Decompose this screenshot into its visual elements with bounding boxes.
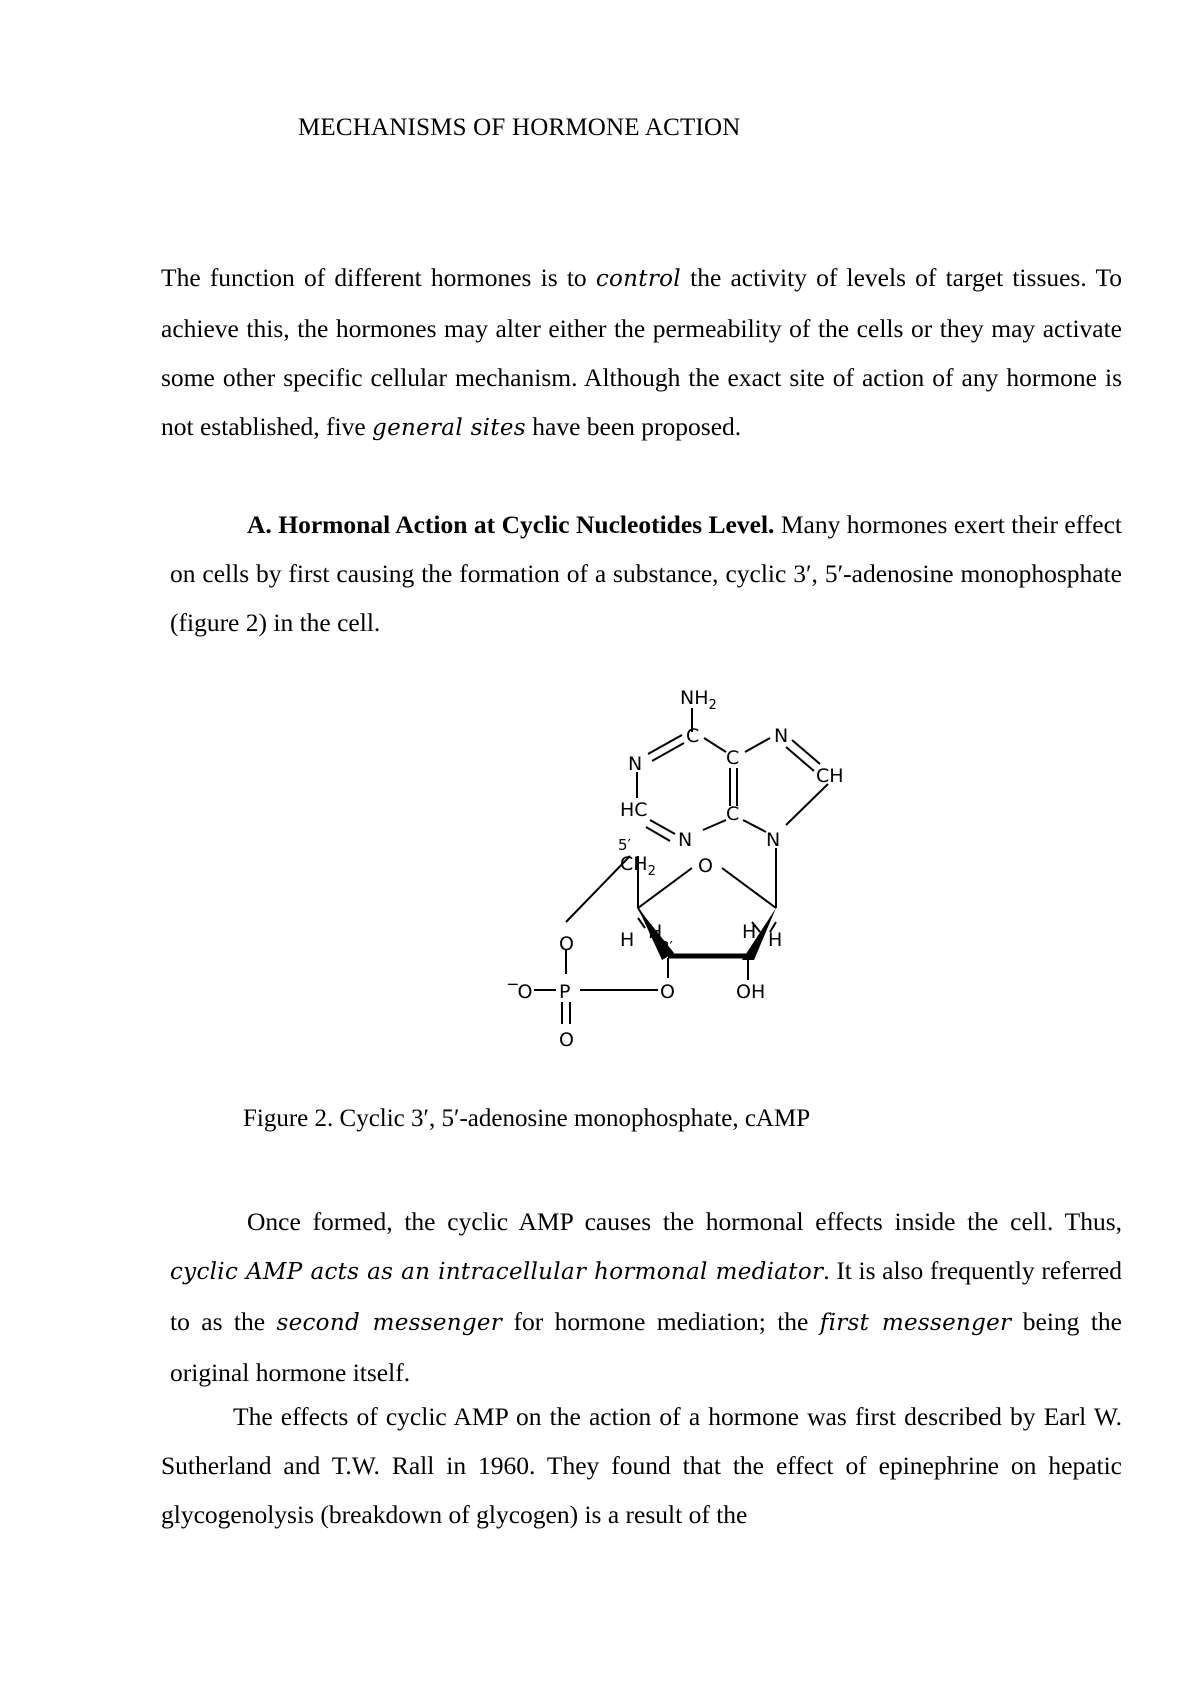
atom-label: H (620, 929, 635, 951)
atom-label: N (766, 829, 781, 851)
text-run: have been proposed. (525, 412, 742, 441)
figure-caption: Figure 2. Cyclic 3′, 5′-adenosine monophosphate, cAMP (243, 1105, 811, 1132)
page-title: MECHANISMS OF HORMONE ACTION (298, 114, 741, 141)
bond-line (745, 738, 770, 752)
bond-line (652, 743, 684, 761)
bond-line (743, 820, 766, 832)
atom-label: C (686, 725, 700, 747)
text-run: Many hormones exert their effect on cells by first causing the formation of a substance, cyclic 3′, 5′-adenosine monophosphate (figure 2) in the cell. (170, 510, 1122, 637)
emphasis-second-messenger: second messenger (276, 1310, 503, 1336)
camp-structure-figure (470, 660, 880, 1080)
position-label: 5′ (618, 836, 631, 854)
atom-label: C (726, 747, 740, 769)
atom-subscript: 2 (647, 864, 656, 879)
section-a-paragraph (170, 500, 1122, 647)
atom-label: C (726, 803, 740, 825)
bond-line (703, 820, 726, 830)
atom-label: O (660, 981, 675, 1003)
atom-label: NH (680, 687, 709, 709)
atom-label: CH (816, 765, 844, 787)
bond-line (648, 735, 682, 754)
atom-label: H (768, 929, 783, 951)
text-run: The function of different hormones is to (161, 263, 596, 292)
text-run: . It is also frequently referred to as the (170, 1256, 1122, 1336)
text-run: Once formed, the cyclic AMP causes the hormonal effects inside the cell. Thus, (247, 1207, 1122, 1236)
atom-label: O (559, 1029, 574, 1051)
bond-line (704, 738, 726, 752)
atom-label: H (742, 921, 757, 943)
atom-label: P (559, 981, 571, 1003)
atom-label: N (678, 829, 693, 851)
emphasis-mediator: cyclic AMP acts as an intracellular hormonal mediator (170, 1259, 824, 1285)
emphasis-general-sites: general sites (372, 415, 526, 441)
text-run: The effects of cyclic AMP on the action of a hormone was first described by Earl W. Sutherland and T.W. Rall in 1960. They found that the effect of epinephrine on hepatic glycogenolysis (breakdown of glycogen) is a result of the (161, 1402, 1122, 1529)
atom-label: O (559, 933, 574, 955)
atom-label: N (774, 725, 789, 747)
emphasis-first-messenger: first messenger (819, 1310, 1012, 1336)
section-a-heading: A. Hormonal Action at Cyclic Nucleotides Level. (247, 510, 775, 539)
emphasis-control: control (595, 266, 681, 292)
svg-text:NH2 (680, 687, 717, 713)
atom-label: CH (620, 853, 648, 875)
atom-label: ‾O (508, 981, 533, 1003)
bond-line (722, 868, 776, 908)
intro-paragraph (161, 253, 1122, 453)
sutherland-paragraph (161, 1392, 1122, 1539)
atom-label: OH (736, 981, 766, 1003)
bond-line (786, 747, 814, 771)
cyclic-amp-paragraph (170, 1197, 1122, 1397)
text-run: being the original hormone itself. (170, 1307, 1122, 1387)
text-run: the activity of levels of target tissues. To achieve this, the hormones may alter either the permeability of the cells or they may activate some other specific cellular mechanism. Although the exact site of action of any hormone is not established, five (161, 263, 1122, 441)
bond-line (792, 740, 820, 764)
atom-subscript: 2 (708, 698, 717, 713)
atom-label: HC (620, 799, 648, 821)
atom-label: N (628, 753, 643, 775)
position-label: 3′ (660, 938, 673, 956)
atom-label: O (698, 855, 713, 877)
text-run: for hormone mediation; the (502, 1307, 820, 1336)
bond-line (786, 784, 828, 825)
atom-label: H (648, 921, 663, 943)
